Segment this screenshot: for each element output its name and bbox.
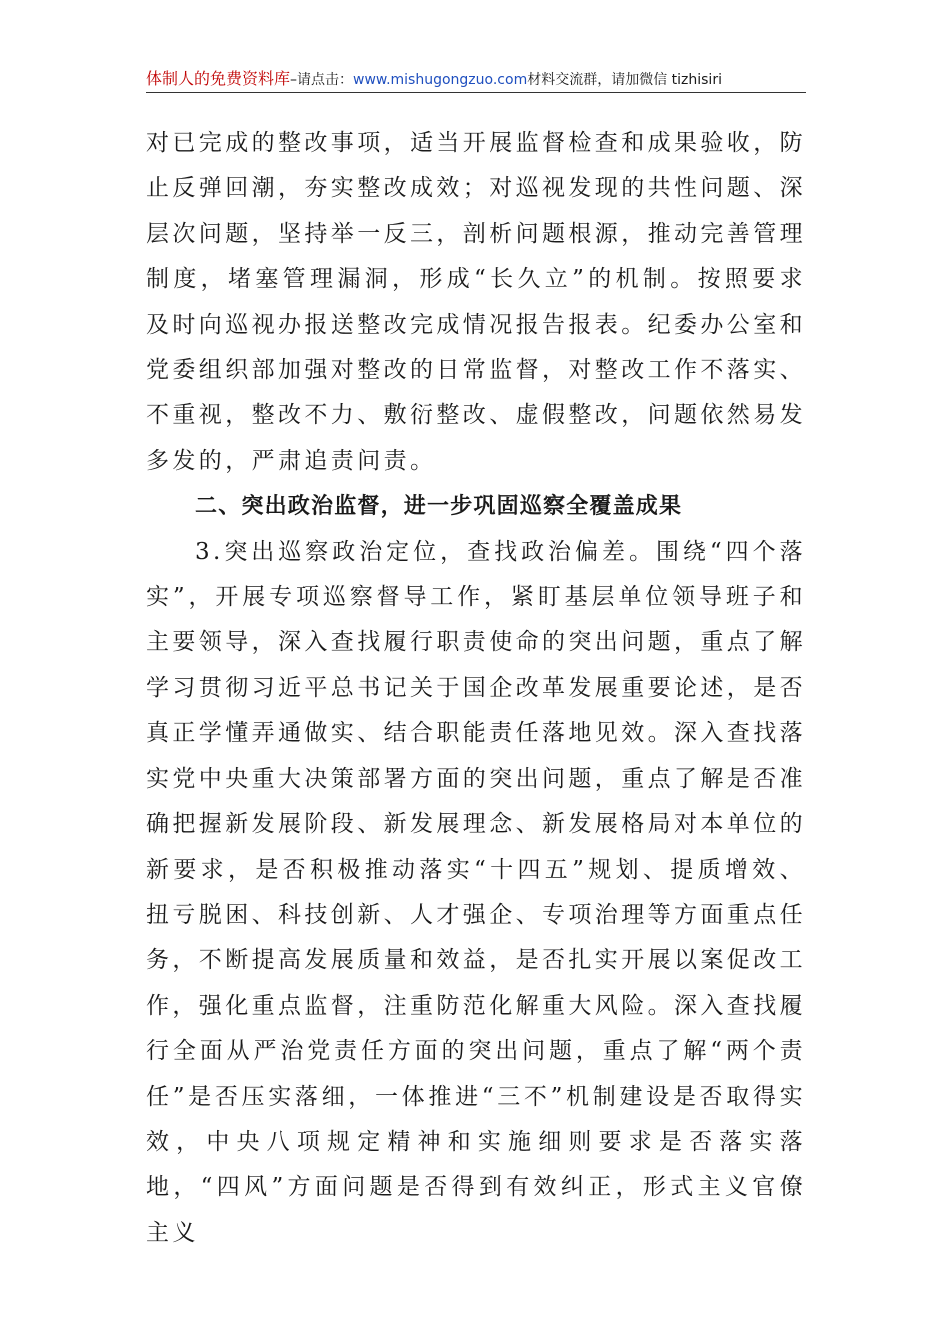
paragraph-3: 3.突出巡察政治定位，查找政治偏差。围绕“四个落实”，开展专项巡察督导工作，紧盯基层单位领导班子和主要领导，深入查找履行职责使命的突出问题，重点了解学习贯彻习近平总书记关于国企改革发展重要论述，是否真正学懂弄通做实、结合职能责任落地见效。深入查找落实党中央重大决策部署方面的突出问题，重点了解是否准确把握新发展阶段、新发展理念、新发展格局对本单位的新要求，是否积极推动落实“十四五”规划、提质增效、扭亏脱困、科技创新、人才强企、专项治理等方面重点任务，不断提高发展质量和效益，是否扎实开展以案促改工作，强化重点监督，注重防范化解重大风险。深入查找履行全面从严治党责任方面的突出问题，重点了解“两个责任”是否压实落细，一体推进“三不”机制建设是否取得实效，中央八项规定精神和实施细则要求是否落实落地，“四风”方面问题是否得到有效纠正，形式主义官僚主义 [146,538,806,1246]
header-note: 材料交流群，请加微信 tizhisiri [527,72,722,88]
header-link[interactable]: www.mishugongzuo.com [353,72,528,88]
header-prompt: –请点击： [290,72,354,88]
header-brand: 体制人的免费资料库 [146,69,291,88]
page-header [146,68,806,93]
section-heading-2: 二、突出政治监督，进一步巩固巡察全覆盖成果 [195,494,683,520]
document-body [146,121,806,1256]
paragraph-1: 对已完成的整改事项，适当开展监督检查和成果验收，防止反弹回潮，夯实整改成效；对巡视发现的共性问题、深层次问题，坚持举一反三，剖析问题根源，推动完善管理制度，堵塞管理漏洞，形成“长久立”的机制。按照要求及时向巡视办报送整改完成情况报告报表。纪委办公室和党委组织部加强对整改的日常监督，对整改工作不落实、不重视，整改不力、敷衍整改、虚假整改，问题依然易发多发的，严肃追责问责。 [146,130,806,474]
